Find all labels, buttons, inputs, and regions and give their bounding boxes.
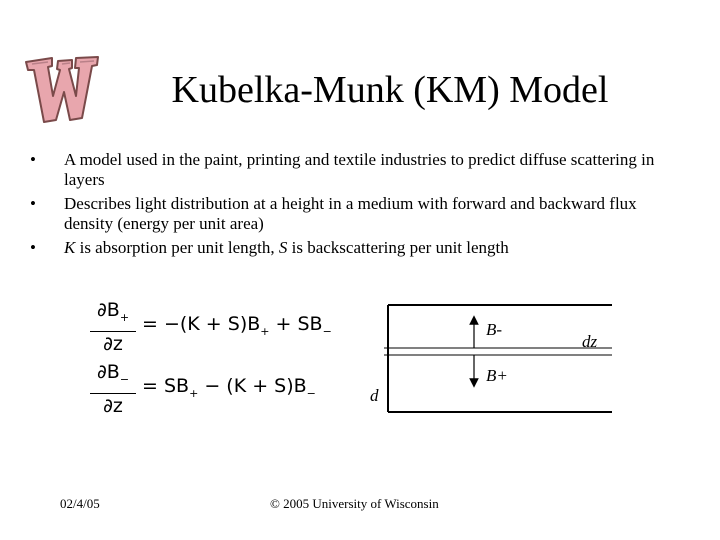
equation-rhs: = $-(K + S)B_+ + SB_-$ [142, 313, 332, 338]
b-minus-label: B- [486, 320, 503, 339]
symbol-s: S [278, 238, 288, 257]
bullet-text: A model used in the paint, printing and textile industries to predict diffuse scattering in layers [64, 150, 655, 189]
bullet-text-k: is absorption per unit length, [75, 238, 279, 257]
fraction-denominator: ∂z [103, 332, 123, 355]
fraction-numerator: $\partial B_-$ [90, 360, 136, 394]
bullet-dot: • [30, 194, 36, 213]
bullet-dot: • [30, 238, 36, 257]
b-plus-label: B+ [486, 366, 508, 385]
symbol-k: K [64, 238, 76, 257]
bullet-text-s: is backscattering per unit length [287, 238, 509, 257]
footer-date: 02/4/05 [60, 496, 100, 511]
bullet-dot: • [30, 150, 36, 169]
dz-label: dz [582, 332, 598, 351]
footer-copyright: © 2005 University of Wisconsin [270, 496, 439, 511]
fraction-denominator: ∂z [103, 394, 123, 417]
equation-rhs: = $SB_+ - (K + S)B_-$ [142, 375, 316, 400]
bullet-text: Describes light distribution at a height in a medium with forward and backward flux density (energy per unit area) [64, 194, 637, 233]
fraction-numerator: $\partial B_+$ [90, 298, 136, 332]
slide-title: Kubelka-Munk (KM) Model [171, 69, 609, 111]
d-label: d [370, 386, 379, 405]
